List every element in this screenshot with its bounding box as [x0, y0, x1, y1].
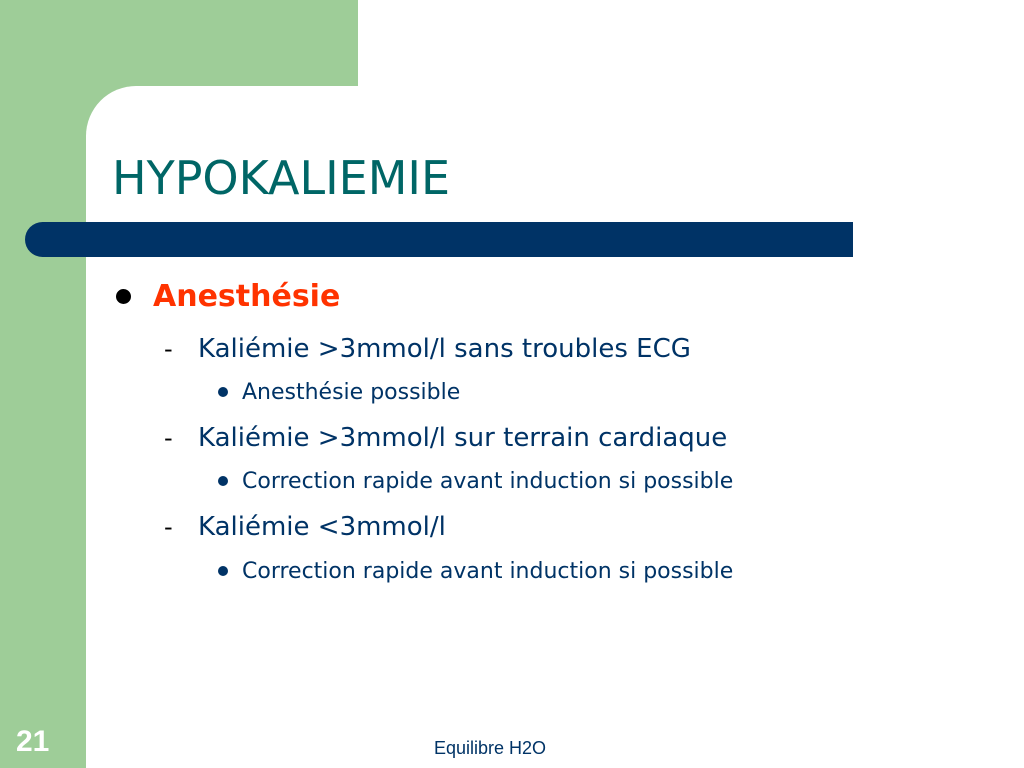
detail-item-1	[218, 377, 460, 407]
bullet-icon	[218, 476, 228, 486]
footer-text: Equilibre H2O	[433, 738, 547, 758]
sub-item-label: Kaliémie >3mmol/l sans troubles ECG	[198, 334, 691, 364]
dash-icon: -	[164, 513, 173, 541]
detail-label: Correction rapide avant induction si possible	[242, 558, 734, 584]
bullet-icon	[218, 566, 228, 576]
dash-icon: -	[164, 335, 173, 363]
slide-number: 21	[16, 725, 50, 758]
detail-item-3	[218, 556, 733, 586]
bullet-icon	[116, 289, 131, 304]
sub-item-3	[164, 509, 446, 545]
detail-item-2	[218, 466, 733, 496]
sub-item-label: Kaliémie >3mmol/l sur terrain cardiaque	[198, 423, 728, 453]
bullet-anesthesie	[116, 276, 340, 316]
sub-item-label: Kaliémie <3mmol/l	[198, 512, 446, 542]
slide-title: HYPOKALIEMIE	[112, 151, 451, 205]
sub-item-2	[164, 420, 727, 456]
detail-label: Correction rapide avant induction si possible	[242, 468, 734, 494]
bullet-label: Anesthésie	[153, 278, 341, 314]
detail-label: Anesthésie possible	[242, 379, 461, 405]
bullet-icon	[218, 387, 228, 397]
dash-icon: -	[164, 424, 173, 452]
sub-item-1	[164, 331, 691, 367]
